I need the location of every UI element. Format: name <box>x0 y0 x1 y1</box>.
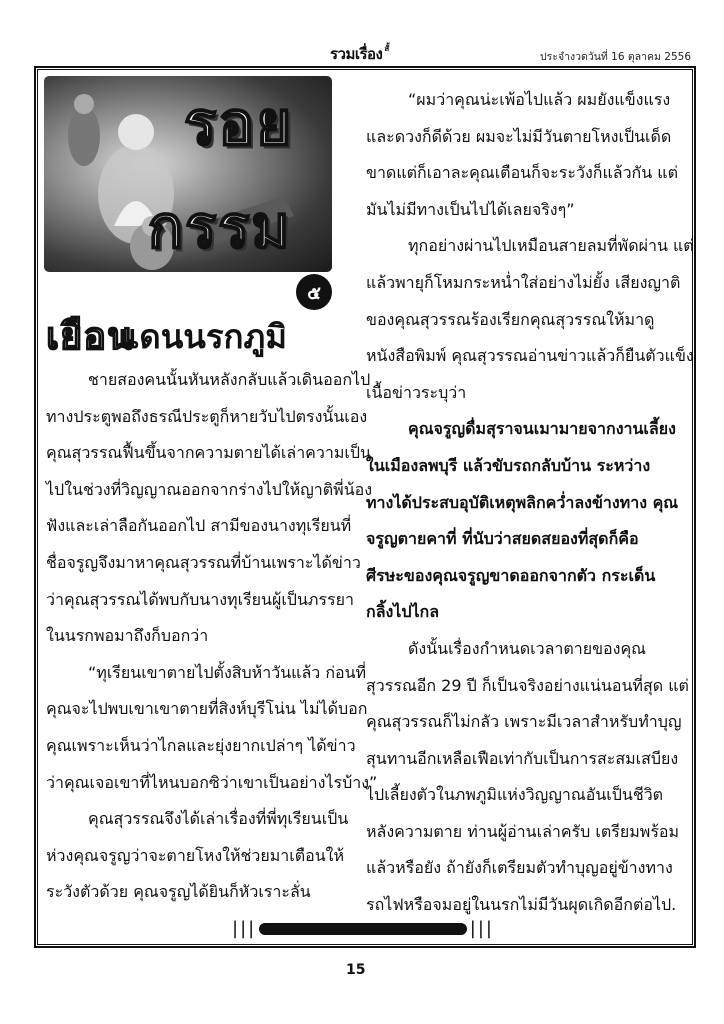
right-column <box>366 82 694 924</box>
text-line: คุณสุวรรณจึงได้เล่าเรื่องที่พี่ทุเรียนเป็น <box>88 809 349 829</box>
bold-text-line: จรูญตายคาที่ ที่นับว่าสยดสยองที่สุดก็คือ <box>366 529 639 549</box>
text-line: ว่าคุณสุวรรณได้พบกับนางทุเรียนผู้เป็นภรรยา <box>46 589 354 609</box>
bold-text-line: ทางได้ประสบอุบัติเหตุพลิกคว่ำลงข้างทาง คุณ <box>366 492 679 512</box>
text-line: รถไฟหรือจมอยู่ในนรกไม่มีวันผุดเกิดอีกต่อไป. <box>366 895 677 915</box>
magazine-name: รวมเรื่อง $^{สั้}$ <box>330 43 389 63</box>
separator-bars-right: ||| <box>469 918 494 939</box>
text-line: ไปในช่วงที่วิญญาณออกจากร่างไปให้ญาติพี่น้อง <box>46 479 373 499</box>
separator-pill <box>259 923 467 935</box>
end-separator <box>232 918 494 940</box>
text-line: สุวรรณอีก 29 ปี ก็เป็นจริงอย่างแน่นอนที่สุด แต่ <box>366 675 689 695</box>
text-line: ชายสองคนนั้นหันหลังกลับแล้วเดินออกไป <box>88 370 371 389</box>
text-line: ในนรกพอมาถึงก็บอกว่า <box>46 626 209 646</box>
text-line: และดวงก็ดีด้วย ผมจะไม่มีวันตายโหงเป็นเด็ด <box>366 126 672 146</box>
title-word-kam: กรรม <box>148 193 292 261</box>
page-number: 15 <box>346 962 366 978</box>
text-line: คุณเพราะเห็นว่าไกลและยุ่งยากเปล่าๆ ได้ข่าว <box>46 735 356 755</box>
separator-bars-left: ||| <box>232 918 257 939</box>
bold-text-line: คุณจรูญดื่มสุราจนเมามายจากงานเลี้ยง <box>408 419 676 439</box>
bold-text-line: ในเมืองลพบุรี แล้วขับรถกลับบ้าน ระหว่าง <box>366 455 651 475</box>
text-line: ว่าคุณเจอเขาที่ไหนบอกซิว่าเขาเป็นอย่างไรบ้าง” <box>46 772 378 792</box>
bold-text-line: ศีรษะของคุณจรูญขาดออกจากตัว กระเด็น <box>366 565 656 585</box>
text-line: คุณสุวรรณก็ไม่กลัว เพราะมีเวลาสำหรับทำบุญ <box>366 712 682 732</box>
subtitle-outline: เยือน <box>46 314 135 358</box>
text-line: ขาดแต่ก็เอาละคุณเตือนก็จะระวังก็แล้วกัน แต่ <box>366 163 678 183</box>
text-line: ระวังตัวด้วย คุณจรูญได้ยินก็หัวเราะลั่น <box>46 882 311 902</box>
text-line: “ผมว่าคุณน่ะเพ้อไปแล้ว ผมยังแข็งแรง <box>408 90 671 109</box>
text-line: มันไม่มีทางเป็นไปได้เลยจริงๆ” <box>366 199 575 219</box>
text-line: คุณจะไปพบเขาเขาตายที่สิงห์บุรีโน่น ไม่ได้บอก <box>46 699 368 719</box>
text-line: ของคุณสุวรรณร้องเรียกคุณสุวรรณให้มาดู <box>366 309 655 329</box>
text-line: คุณสุวรรณฟื้นขึ้นจากความตายได้เล่าความเป็น <box>46 443 371 463</box>
episode-badge: ๕ <box>296 274 332 310</box>
subtitle-solid: แดนนรกภูมิ <box>118 317 288 356</box>
issue-date: ประจำงวดวันที่ 16 ตุลาคม 2556 <box>540 51 692 63</box>
text-line: หนังสือพิมพ์ คุณสุวรรณอ่านข่าวแล้วก็ยืนตัวแข็ง <box>366 346 694 366</box>
left-column <box>46 362 378 911</box>
text-line: หลังความตาย ท่านผู้อ่านเล่าครับ เตรียมพร้อม <box>366 821 680 841</box>
text-line: ไปเลี้ยงตัวในภพภูมิแห่งวิญญาณอันเป็นชีวิต <box>366 785 664 805</box>
text-line: สุนทานอีกเหลือเฟือเท่ากับเป็นการสะสมเสบียง <box>366 748 679 768</box>
text-line: ทุกอย่างผ่านไปเหมือนสายลมที่พัดผ่าน แต่ <box>408 236 694 256</box>
text-line: แล้วพายุก็โหมกระหน่ำใส่อย่างไม่ยั้ง เสียงญาติ <box>366 272 681 292</box>
text-line: ทางประตูพอถึงธรณีประตูก็หายวับไปตรงนั้นเอง <box>46 406 368 426</box>
magazine-suffix: สั้ <box>384 43 389 53</box>
title-word-roy: รอย <box>184 89 294 159</box>
text-line: ห่วงคุณจรูญว่าจะตายโหงให้ช่วยมาเตือนให้ <box>46 845 345 865</box>
text-line: เนื้อข่าวระบุว่า <box>366 382 467 402</box>
text-line: ดังนั้นเรื่องกำหนดเวลาตายของคุณ <box>408 638 647 658</box>
text-line: “ทุเรียนเขาตายไปตั้งสิบห้าวันแล้ว ก่อนที่ <box>88 662 367 682</box>
text-line: ฟังและเล่าลือกันออกไป สามีของนางทุเรียนที่ <box>46 516 352 536</box>
text-line: แล้วหรือยัง ถ้ายังก็เตรียมตัวทำบุญอยู่ข้างทาง <box>366 858 673 878</box>
text-line: ชื่อจรูญจึงมาหาคุณสุวรรณที่บ้านเพราะได้ข่าว <box>46 552 361 572</box>
bold-text-line: กลิ้งไปไกล <box>366 602 440 622</box>
